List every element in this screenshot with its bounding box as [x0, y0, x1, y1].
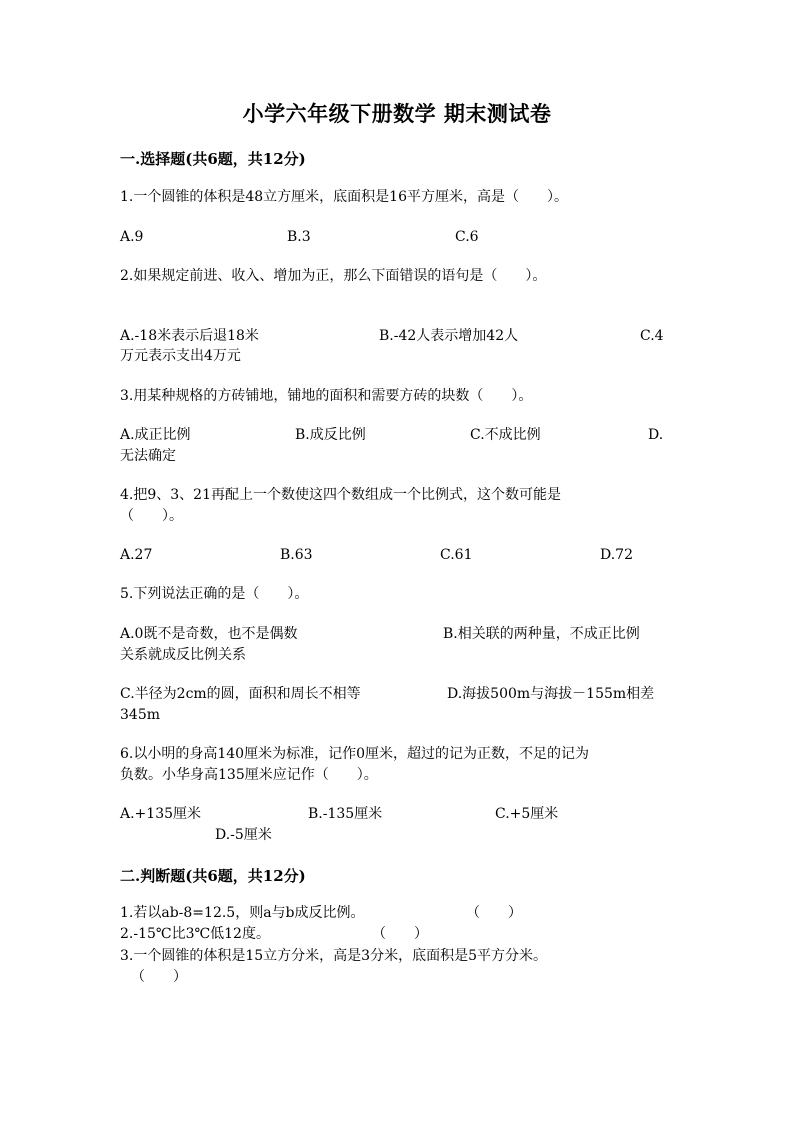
option-c: C.不成比例 — [470, 427, 541, 443]
option-c-continued: 万元表示支出4万元 — [120, 348, 241, 364]
option-a: A.成正比例 — [120, 427, 191, 443]
option-b: B.成反比例 — [295, 427, 366, 443]
option-c: C.4 — [640, 328, 664, 344]
option-a: A.27 — [120, 547, 153, 563]
question-stem: 3.用某种规格的方砖铺地，铺地的面积和需要方砖的块数（ ）。 — [120, 388, 533, 404]
judgement-stem: 3.一个圆锥的体积是15立方分米，高是3分米，底面积是5平方分米。 — [120, 948, 547, 964]
option-b: B.3 — [287, 229, 311, 245]
option-d-continued: 无法确定 — [120, 448, 176, 464]
judgement-stem: 2.-15℃比3℃低12度。 — [120, 926, 270, 942]
question-stem-continued: （ ）。 — [120, 508, 183, 524]
section-header-choice: 一.选择题(共6题，共12分) — [120, 150, 306, 168]
option-b: B.63 — [280, 547, 313, 563]
option-c: C.半径为2cm的圆，面积和周长不相等 — [120, 686, 361, 702]
page-title: 小学六年级下册数学 期末测试卷 — [242, 101, 552, 126]
question-stem: 1.一个圆锥的体积是48立方厘米，底面积是16平方厘米，高是（ ）。 — [120, 189, 568, 205]
section-header-judgement: 二.判断题(共6题，共12分) — [120, 867, 306, 885]
question-stem: 6.以小明的身高140厘米为标准，记作0厘米，超过的记为正数，不足的记为 — [120, 746, 589, 762]
judgement-stem: 1.若以ab-8=12.5，则a与b成反比例。 — [120, 905, 365, 921]
option-d-continued: 345m — [120, 707, 160, 723]
answer-blank: （ ） — [131, 969, 187, 985]
option-b: B.相关联的两种量，不成正比例 — [443, 626, 640, 642]
option-a: A.-18米表示后退18米 — [120, 328, 259, 344]
answer-blank: （ ） — [466, 905, 522, 921]
option-b: B.-42人表示增加42人 — [379, 328, 519, 344]
answer-blank: （ ） — [372, 926, 428, 942]
option-c: C.+5厘米 — [495, 806, 559, 822]
question-stem-continued: 负数。小华身高135厘米应记作（ ）。 — [120, 767, 378, 783]
question-stem: 2.如果规定前进、收入、增加为正，那么下面错误的语句是（ ）。 — [120, 268, 547, 284]
option-c: C.61 — [440, 547, 473, 563]
question-stem: 5.下列说法正确的是（ ）。 — [120, 586, 309, 602]
option-a: A.9 — [120, 229, 144, 245]
option-c: C.6 — [455, 229, 479, 245]
option-d: D. — [648, 427, 664, 443]
option-d: D.-5厘米 — [215, 827, 272, 843]
option-b: B.-135厘米 — [308, 806, 383, 822]
option-a: A.+135厘米 — [120, 806, 202, 822]
option-d: D.72 — [600, 547, 633, 563]
option-a: A.0既不是奇数，也不是偶数 — [120, 626, 298, 642]
option-d: D.海拔500m与海拔－155m相差 — [447, 686, 655, 702]
option-b-continued: 关系就成反比例关系 — [120, 647, 246, 663]
question-stem: 4.把9、3、21再配上一个数使这四个数组成一个比例式，这个数可能是 — [120, 487, 561, 503]
